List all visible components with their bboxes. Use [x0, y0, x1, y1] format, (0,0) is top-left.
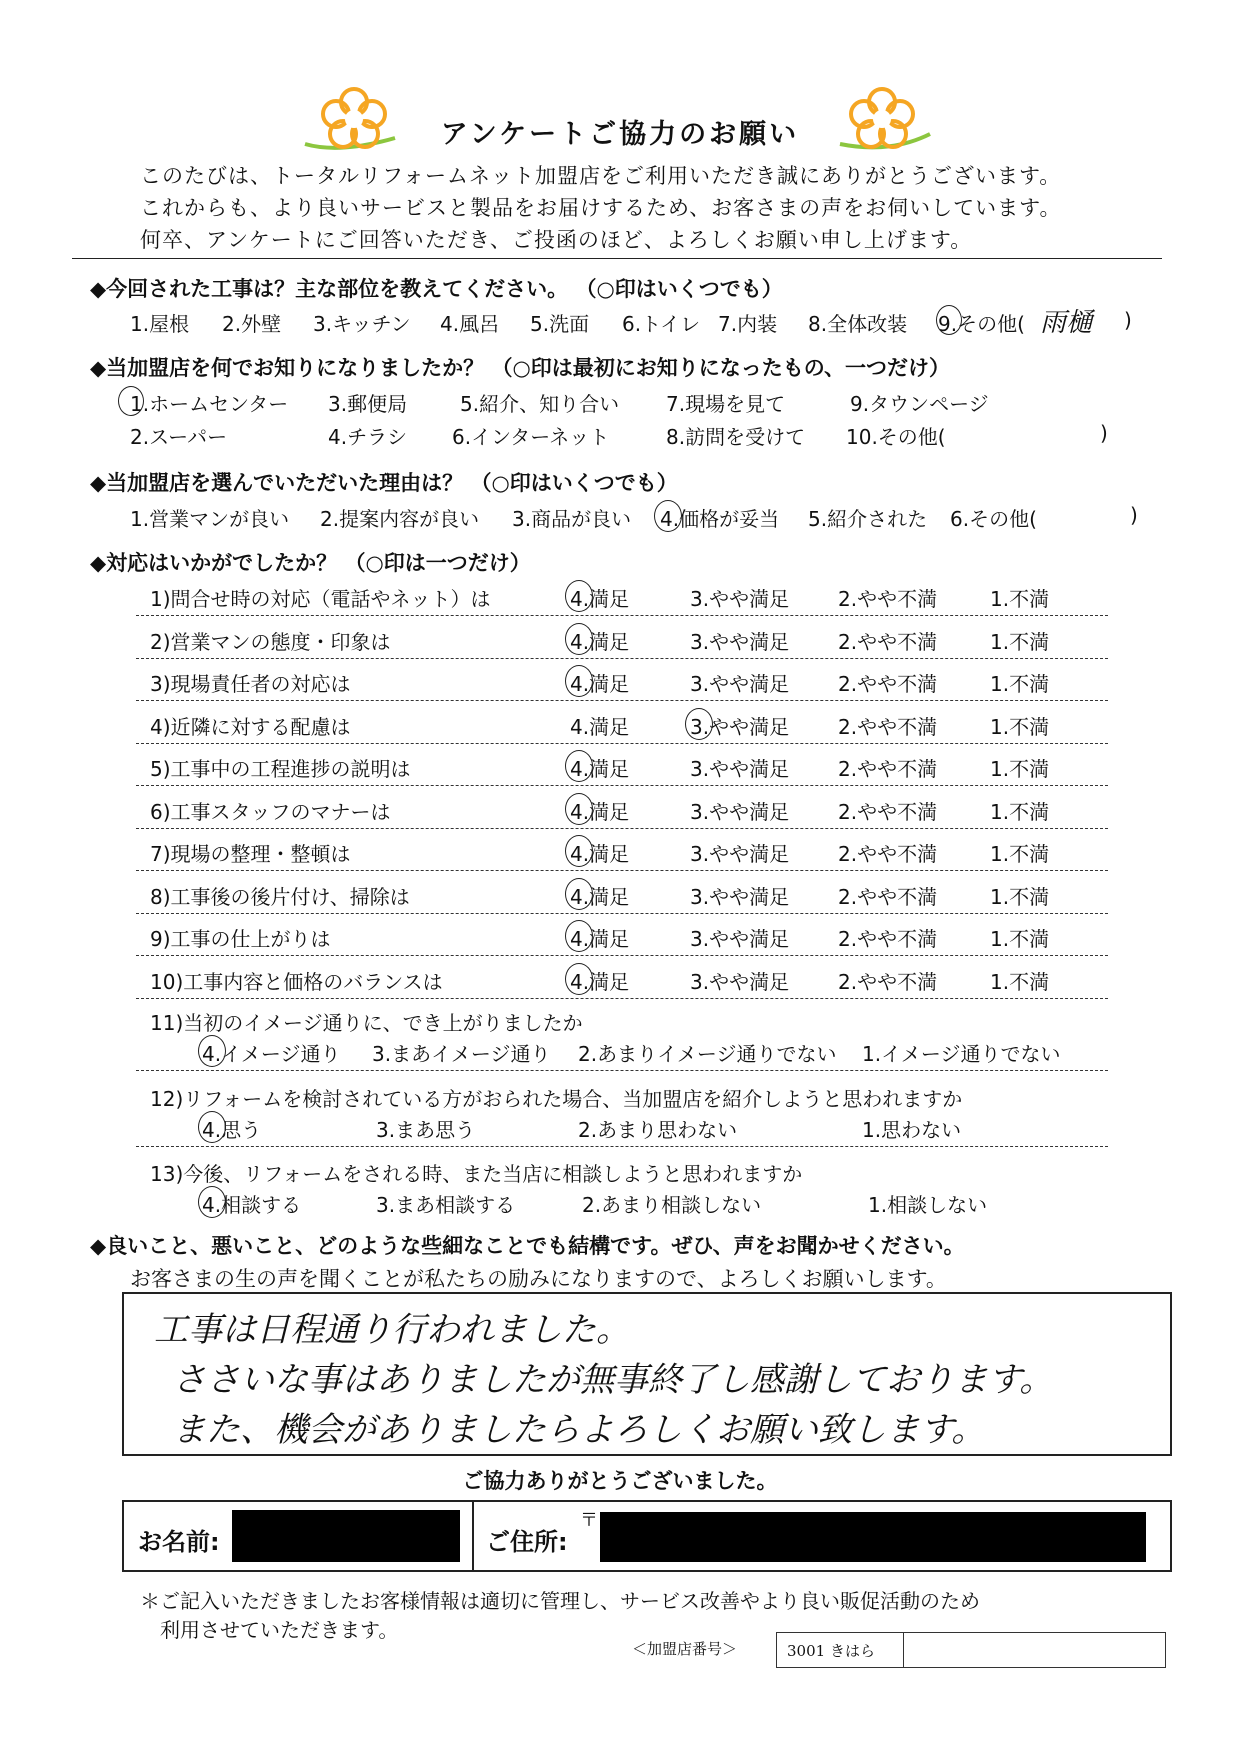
row-divider — [136, 998, 1108, 999]
answer-circle — [565, 793, 593, 825]
rating-option[interactable]: 1.不満 — [990, 587, 1050, 611]
rating-option[interactable]: 1.不満 — [990, 885, 1050, 909]
answer-circle — [654, 500, 682, 532]
row-divider — [136, 828, 1108, 829]
rating-option[interactable]: 3.やや満足 — [690, 715, 790, 739]
q1-option[interactable]: 6.トイレ — [622, 312, 701, 336]
rating-option[interactable]: 4.満足 — [570, 970, 630, 994]
comment-box[interactable] — [122, 1292, 1172, 1456]
q13-option[interactable]: 3.まあ相談する — [376, 1193, 516, 1217]
rating-option[interactable]: 2.やや不満 — [838, 672, 938, 696]
q3-option[interactable]: 1.営業マンが良い — [130, 507, 290, 531]
rating-option[interactable]: 3.やや満足 — [690, 842, 790, 866]
comment-line: 工事は日程通り行われました。 — [154, 1310, 630, 1350]
q2-heading: ◆当加盟店を何でお知りになりましたか？ （○印は最初にお知りになったもの、一つだけ） — [90, 356, 950, 380]
q1-option-other[interactable]: 9.その他( — [938, 312, 1025, 336]
footnote-line-2: 利用させていただきます。 — [160, 1618, 399, 1642]
rating-option[interactable]: 3.やや満足 — [690, 587, 790, 611]
customer-info-box — [122, 1500, 1172, 1572]
q3-option-other[interactable]: 6.その他( — [950, 507, 1037, 531]
rating-option[interactable]: 1.不満 — [990, 842, 1050, 866]
name-redaction — [232, 1510, 460, 1562]
answer-circle — [565, 963, 593, 995]
q11-option[interactable]: 2.あまりイメージ通りでない — [578, 1042, 837, 1066]
info-divider — [472, 1502, 474, 1570]
comment-line: また、機会がありましたらよろしくお願い致します。 — [172, 1410, 986, 1450]
q2-option-other[interactable]: 10.その他( — [846, 425, 946, 449]
q12-question: 12)リフォームを検討されている方がおられた場合、当加盟店を紹介しようと思われますか — [150, 1087, 963, 1111]
intro-line-1: このたびは、トータルリフォームネット加盟店をご利用いただき誠にありがとうございます。 — [140, 164, 1062, 188]
answer-circle — [565, 835, 593, 867]
answer-circle — [118, 386, 144, 416]
footnote-line-1: ＊ご記入いただきましたお客様情報は適切に管理し、サービス改善やより良い販促活動のため — [140, 1589, 980, 1613]
q2-option[interactable]: 6.インターネット — [452, 425, 610, 449]
row-divider — [136, 615, 1108, 616]
rating-question: 3)現場責任者の対応は — [150, 672, 351, 696]
row-divider — [136, 700, 1108, 701]
rating-question: 6)工事スタッフのマナーは — [150, 800, 391, 824]
answer-circle — [565, 920, 593, 952]
store-number-label: ＜加盟店番号＞ — [632, 1640, 738, 1658]
answer-circle — [198, 1111, 226, 1143]
q2-option[interactable]: 3.郵便局 — [328, 392, 408, 416]
rating-option[interactable]: 1.不満 — [990, 970, 1050, 994]
page-title: アンケートご協力のお願い — [440, 119, 800, 150]
rating-option[interactable]: 2.やや不満 — [838, 885, 938, 909]
answer-circle — [565, 750, 593, 782]
q2-option[interactable]: 8.訪問を受けて — [666, 425, 806, 449]
intro-line-3: 何卒、アンケートにご回答いただき、ご投函のほど、よろしくお願い申し上げます。 — [140, 228, 973, 252]
q11-option[interactable]: 1.イメージ通りでない — [862, 1042, 1061, 1066]
q1-other-handwritten: 雨樋 — [1040, 308, 1093, 338]
row-divider — [136, 1070, 1108, 1071]
rating-option[interactable]: 4.満足 — [570, 800, 630, 824]
rating-option[interactable]: 3.やや満足 — [690, 927, 790, 951]
rating-option[interactable]: 4.満足 — [570, 630, 630, 654]
q3-option[interactable]: 2.提案内容が良い — [320, 507, 480, 531]
q2-option-other-close: ) — [1100, 421, 1108, 445]
address-redaction — [600, 1512, 1146, 1562]
q3-option[interactable]: 3.商品が良い — [512, 507, 632, 531]
rating-option[interactable]: 3.やや満足 — [690, 757, 790, 781]
rating-option[interactable]: 4.満足 — [570, 715, 630, 739]
rating-option[interactable]: 2.やや不満 — [838, 842, 938, 866]
q13-option[interactable]: 2.あまり相談しない — [582, 1193, 762, 1217]
rating-option[interactable]: 1.不満 — [990, 715, 1050, 739]
q13-question: 13)今後、リフォームをされる時、また当店に相談しようと思われますか — [150, 1162, 803, 1186]
q12-option[interactable]: 1.思わない — [862, 1118, 962, 1142]
answer-circle — [198, 1186, 226, 1218]
row-divider — [136, 1146, 1108, 1147]
rating-option[interactable]: 4.満足 — [570, 587, 630, 611]
rating-option[interactable]: 3.やや満足 — [690, 885, 790, 909]
thanks-message: ご協力ありがとうございました。 — [462, 1469, 778, 1493]
rating-option[interactable]: 4.満足 — [570, 927, 630, 951]
q2-option[interactable]: 4.チラシ — [328, 425, 408, 449]
q2-option[interactable]: 5.紹介、知り合い — [460, 392, 620, 416]
q3-option[interactable]: 5.紹介された — [808, 507, 928, 531]
store-box-divider — [903, 1633, 904, 1667]
rating-option[interactable]: 1.不満 — [990, 927, 1050, 951]
answer-circle — [565, 665, 593, 697]
rating-option[interactable]: 2.やや不満 — [838, 715, 938, 739]
q3-heading: ◆当加盟店を選んでいただいた理由は？ （○印はいくつでも） — [90, 471, 678, 495]
q11-option[interactable]: 3.まあイメージ通り — [372, 1042, 551, 1066]
q2-option[interactable]: 2.スーパー — [130, 425, 228, 449]
intro-line-2: これからも、より良いサービスと製品をお届けするため、お客さまの声をお伺いしています。 — [140, 196, 1062, 220]
postal-mark: 〒 — [580, 1510, 598, 1531]
comments-subheading: お客さまの生の声を聞くことが私たちの励みになりますので、よろしくお願いします。 — [130, 1267, 947, 1291]
rating-option[interactable]: 4.満足 — [570, 757, 630, 781]
row-divider — [136, 870, 1108, 871]
answer-circle — [936, 305, 962, 335]
rating-option[interactable]: 3.やや満足 — [690, 630, 790, 654]
q1-option[interactable]: 8.全体改装 — [808, 312, 908, 336]
rating-option[interactable]: 4.満足 — [570, 842, 630, 866]
rating-option[interactable]: 4.満足 — [570, 885, 630, 909]
q3-option-other-close: ) — [1130, 503, 1138, 527]
answer-circle — [565, 878, 593, 910]
q1-option[interactable]: 1.屋根 — [130, 312, 190, 336]
q1-option[interactable]: 5.洗面 — [530, 312, 590, 336]
name-label: お名前: — [138, 1528, 220, 1556]
q1-option[interactable]: 2.外壁 — [222, 312, 282, 336]
rating-question: 1)問合せ時の対応（電話やネット）は — [150, 587, 491, 611]
rating-question: 8)工事後の後片付け、掃除は — [150, 885, 410, 909]
q3-option[interactable]: 4.価格が妥当 — [660, 507, 780, 531]
rating-question: 7)現場の整理・整頓は — [150, 842, 351, 866]
rating-option[interactable]: 3.やや満足 — [690, 970, 790, 994]
rating-option[interactable]: 2.やや不満 — [838, 587, 938, 611]
row-divider — [136, 658, 1108, 659]
q11-question: 11)当初のイメージ通りに、でき上がりましたか — [150, 1011, 583, 1035]
q12-option[interactable]: 3.まあ思う — [376, 1118, 476, 1142]
rating-option[interactable]: 1.不満 — [990, 800, 1050, 824]
q1-heading: ◆今回された工事は？主な部位を教えてください。 （○印はいくつでも） — [90, 277, 783, 301]
rating-question: 2)営業マンの態度・印象は — [150, 630, 391, 654]
q11-option[interactable]: 4.イメージ通り — [202, 1042, 341, 1066]
rating-option[interactable]: 1.不満 — [990, 672, 1050, 696]
rating-option[interactable]: 2.やや不満 — [838, 800, 938, 824]
q2-option[interactable]: 9.タウンページ — [850, 392, 989, 416]
row-divider — [136, 743, 1108, 744]
row-divider — [136, 913, 1108, 914]
answer-circle — [565, 623, 593, 655]
row-divider — [136, 955, 1108, 956]
rating-option[interactable]: 2.やや不満 — [838, 970, 938, 994]
store-number-value: 3001 きはら — [787, 1642, 875, 1660]
q12-option[interactable]: 2.あまり思わない — [578, 1118, 738, 1142]
rating-question: 9)工事の仕上がりは — [150, 927, 331, 951]
q1-option[interactable]: 4.風呂 — [440, 312, 500, 336]
comment-line: ささいな事はありましたが無事終了し感謝しております。 — [172, 1360, 1054, 1400]
address-label: ご住所: — [486, 1528, 568, 1556]
q13-option[interactable]: 1.相談しない — [868, 1193, 988, 1217]
rating-option[interactable]: 2.やや不満 — [838, 757, 938, 781]
q2-option[interactable]: 7.現場を見て — [666, 392, 786, 416]
q4-heading: ◆対応はいかがでしたか？ （○印は一つだけ） — [90, 551, 531, 575]
q1-option[interactable]: 3.キッチン — [313, 312, 411, 336]
q2-option[interactable]: 1.ホームセンター — [130, 392, 289, 416]
comments-heading: ◆良いこと、悪いこと、どのような些細なことでも結構です。ぜひ、声をお聞かせください。 — [90, 1234, 965, 1258]
rating-option[interactable]: 1.不満 — [990, 757, 1050, 781]
rating-option[interactable]: 3.やや満足 — [690, 800, 790, 824]
rating-option[interactable]: 2.やや不満 — [838, 630, 938, 654]
rating-option[interactable]: 2.やや不満 — [838, 927, 938, 951]
q12-option[interactable]: 4.思う — [202, 1118, 262, 1142]
divider — [72, 258, 1162, 259]
rating-option[interactable]: 3.やや満足 — [690, 672, 790, 696]
q1-option-other-close: ) — [1124, 308, 1132, 332]
answer-circle — [198, 1035, 226, 1067]
q13-option[interactable]: 4.相談する — [202, 1193, 302, 1217]
store-number-box — [776, 1632, 1166, 1668]
rating-question: 4)近隣に対する配慮は — [150, 715, 351, 739]
rating-question: 10)工事内容と価格のバランスは — [150, 970, 443, 994]
row-divider — [136, 785, 1108, 786]
answer-circle — [685, 708, 713, 740]
rating-question: 5)工事中の工程進捗の説明は — [150, 757, 411, 781]
q1-option[interactable]: 7.内装 — [718, 312, 778, 336]
rating-option[interactable]: 4.満足 — [570, 672, 630, 696]
rating-option[interactable]: 1.不満 — [990, 630, 1050, 654]
answer-circle — [565, 580, 593, 612]
